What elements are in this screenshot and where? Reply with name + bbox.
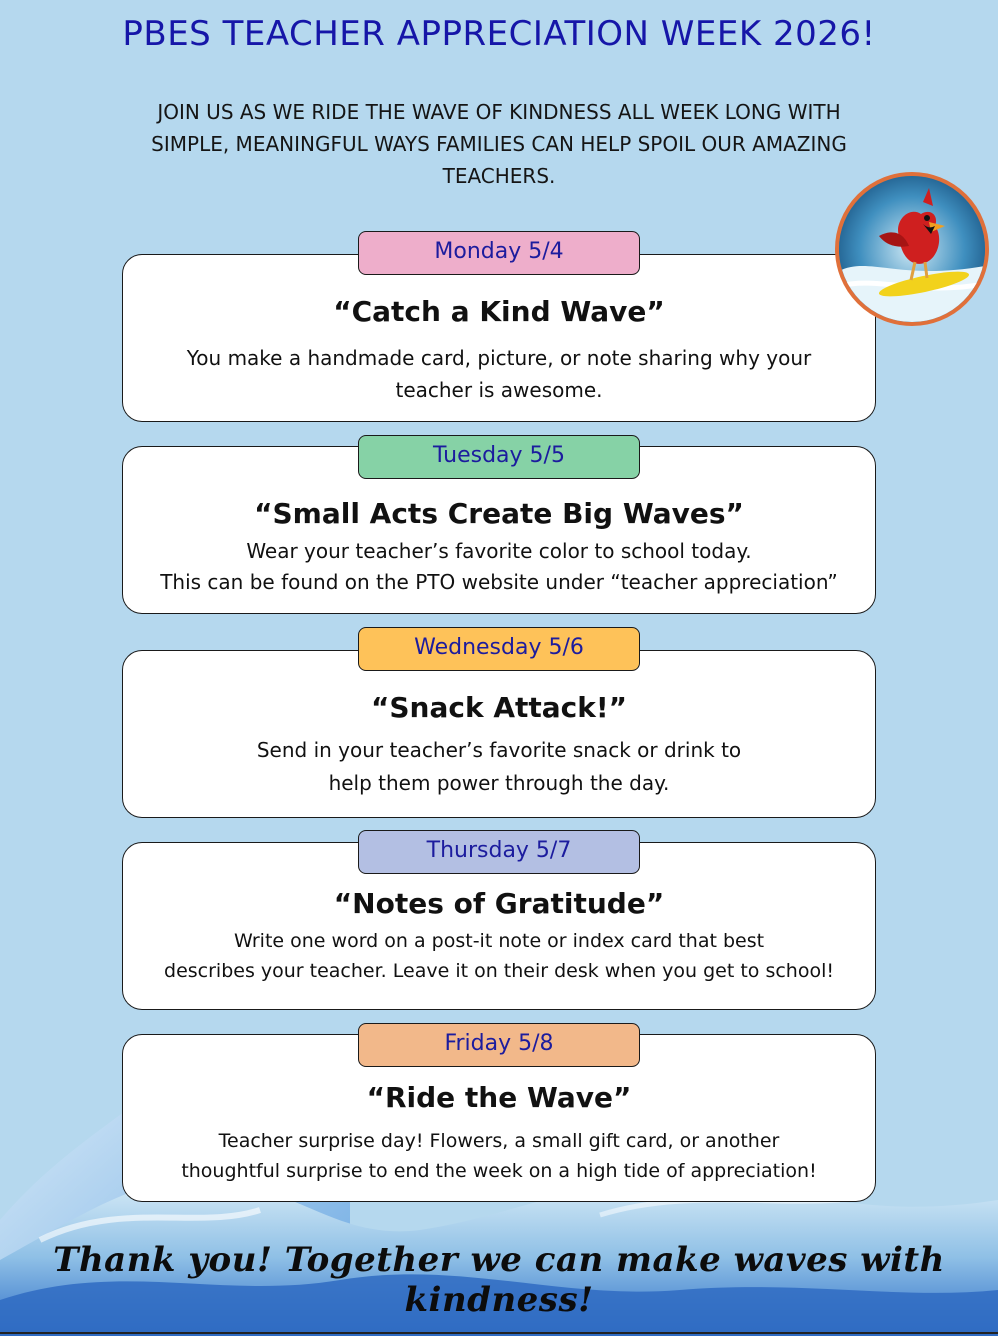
day-description <box>123 1126 875 1186</box>
day-theme: “Snack Attack!” <box>370 691 628 724</box>
description-line: Wear your teacher’s favorite color to school today. <box>246 539 752 563</box>
day-theme: “Notes of Gratitude” <box>333 887 665 920</box>
day-theme: “Catch a Kind Wave” <box>333 295 665 328</box>
description-line: help them power through the day. <box>328 771 670 795</box>
day-description <box>123 536 875 598</box>
description-line: This can be found on the PTO website under “teacher appreciation” <box>160 570 838 594</box>
day-label-wednesday: Wednesday 5/6 <box>358 627 640 671</box>
thank-you-message: Thank you! Together we can make waves with kindness! <box>53 1240 945 1320</box>
description-line: Teacher surprise day! Flowers, a small gift card, or another <box>218 1130 780 1152</box>
day-card-wednesday <box>122 650 876 818</box>
surfing-cardinal-icon <box>835 172 989 326</box>
intro-text <box>110 96 888 192</box>
description-line: You make a handmade card, picture, or note sharing why your <box>186 346 812 370</box>
day-label-friday: Friday 5/8 <box>358 1023 640 1067</box>
description-line: thoughtful surprise to end the week on a high tide of appreciation! <box>181 1160 817 1182</box>
bottom-divider <box>0 1332 998 1334</box>
day-description <box>123 734 875 800</box>
day-description <box>123 342 875 406</box>
day-card-monday <box>122 254 876 422</box>
intro-line: TEACHERS. <box>442 164 556 188</box>
description-line: teacher is awesome. <box>395 378 603 402</box>
day-label-thursday: Thursday 5/7 <box>358 830 640 874</box>
intro-line: SIMPLE, MEANINGFUL WAYS FAMILIES CAN HELP SPOIL OUR AMAZING <box>151 132 847 156</box>
day-label-monday: Monday 5/4 <box>358 231 640 275</box>
page-title: PBES TEACHER APPRECIATION WEEK 2026! <box>122 14 876 54</box>
day-description <box>123 926 875 986</box>
description-line: Write one word on a post-it note or index card that best <box>233 930 765 952</box>
description-line: describes your teacher. Leave it on their desk when you get to school! <box>164 960 834 982</box>
day-label-tuesday: Tuesday 5/5 <box>358 435 640 479</box>
day-theme: “Ride the Wave” <box>366 1081 632 1114</box>
intro-line: JOIN US AS WE RIDE THE WAVE OF KINDNESS ALL WEEK LONG WITH <box>157 100 841 124</box>
description-line: Send in your teacher’s favorite snack or drink to <box>256 738 742 762</box>
day-theme: “Small Acts Create Big Waves” <box>254 497 744 530</box>
